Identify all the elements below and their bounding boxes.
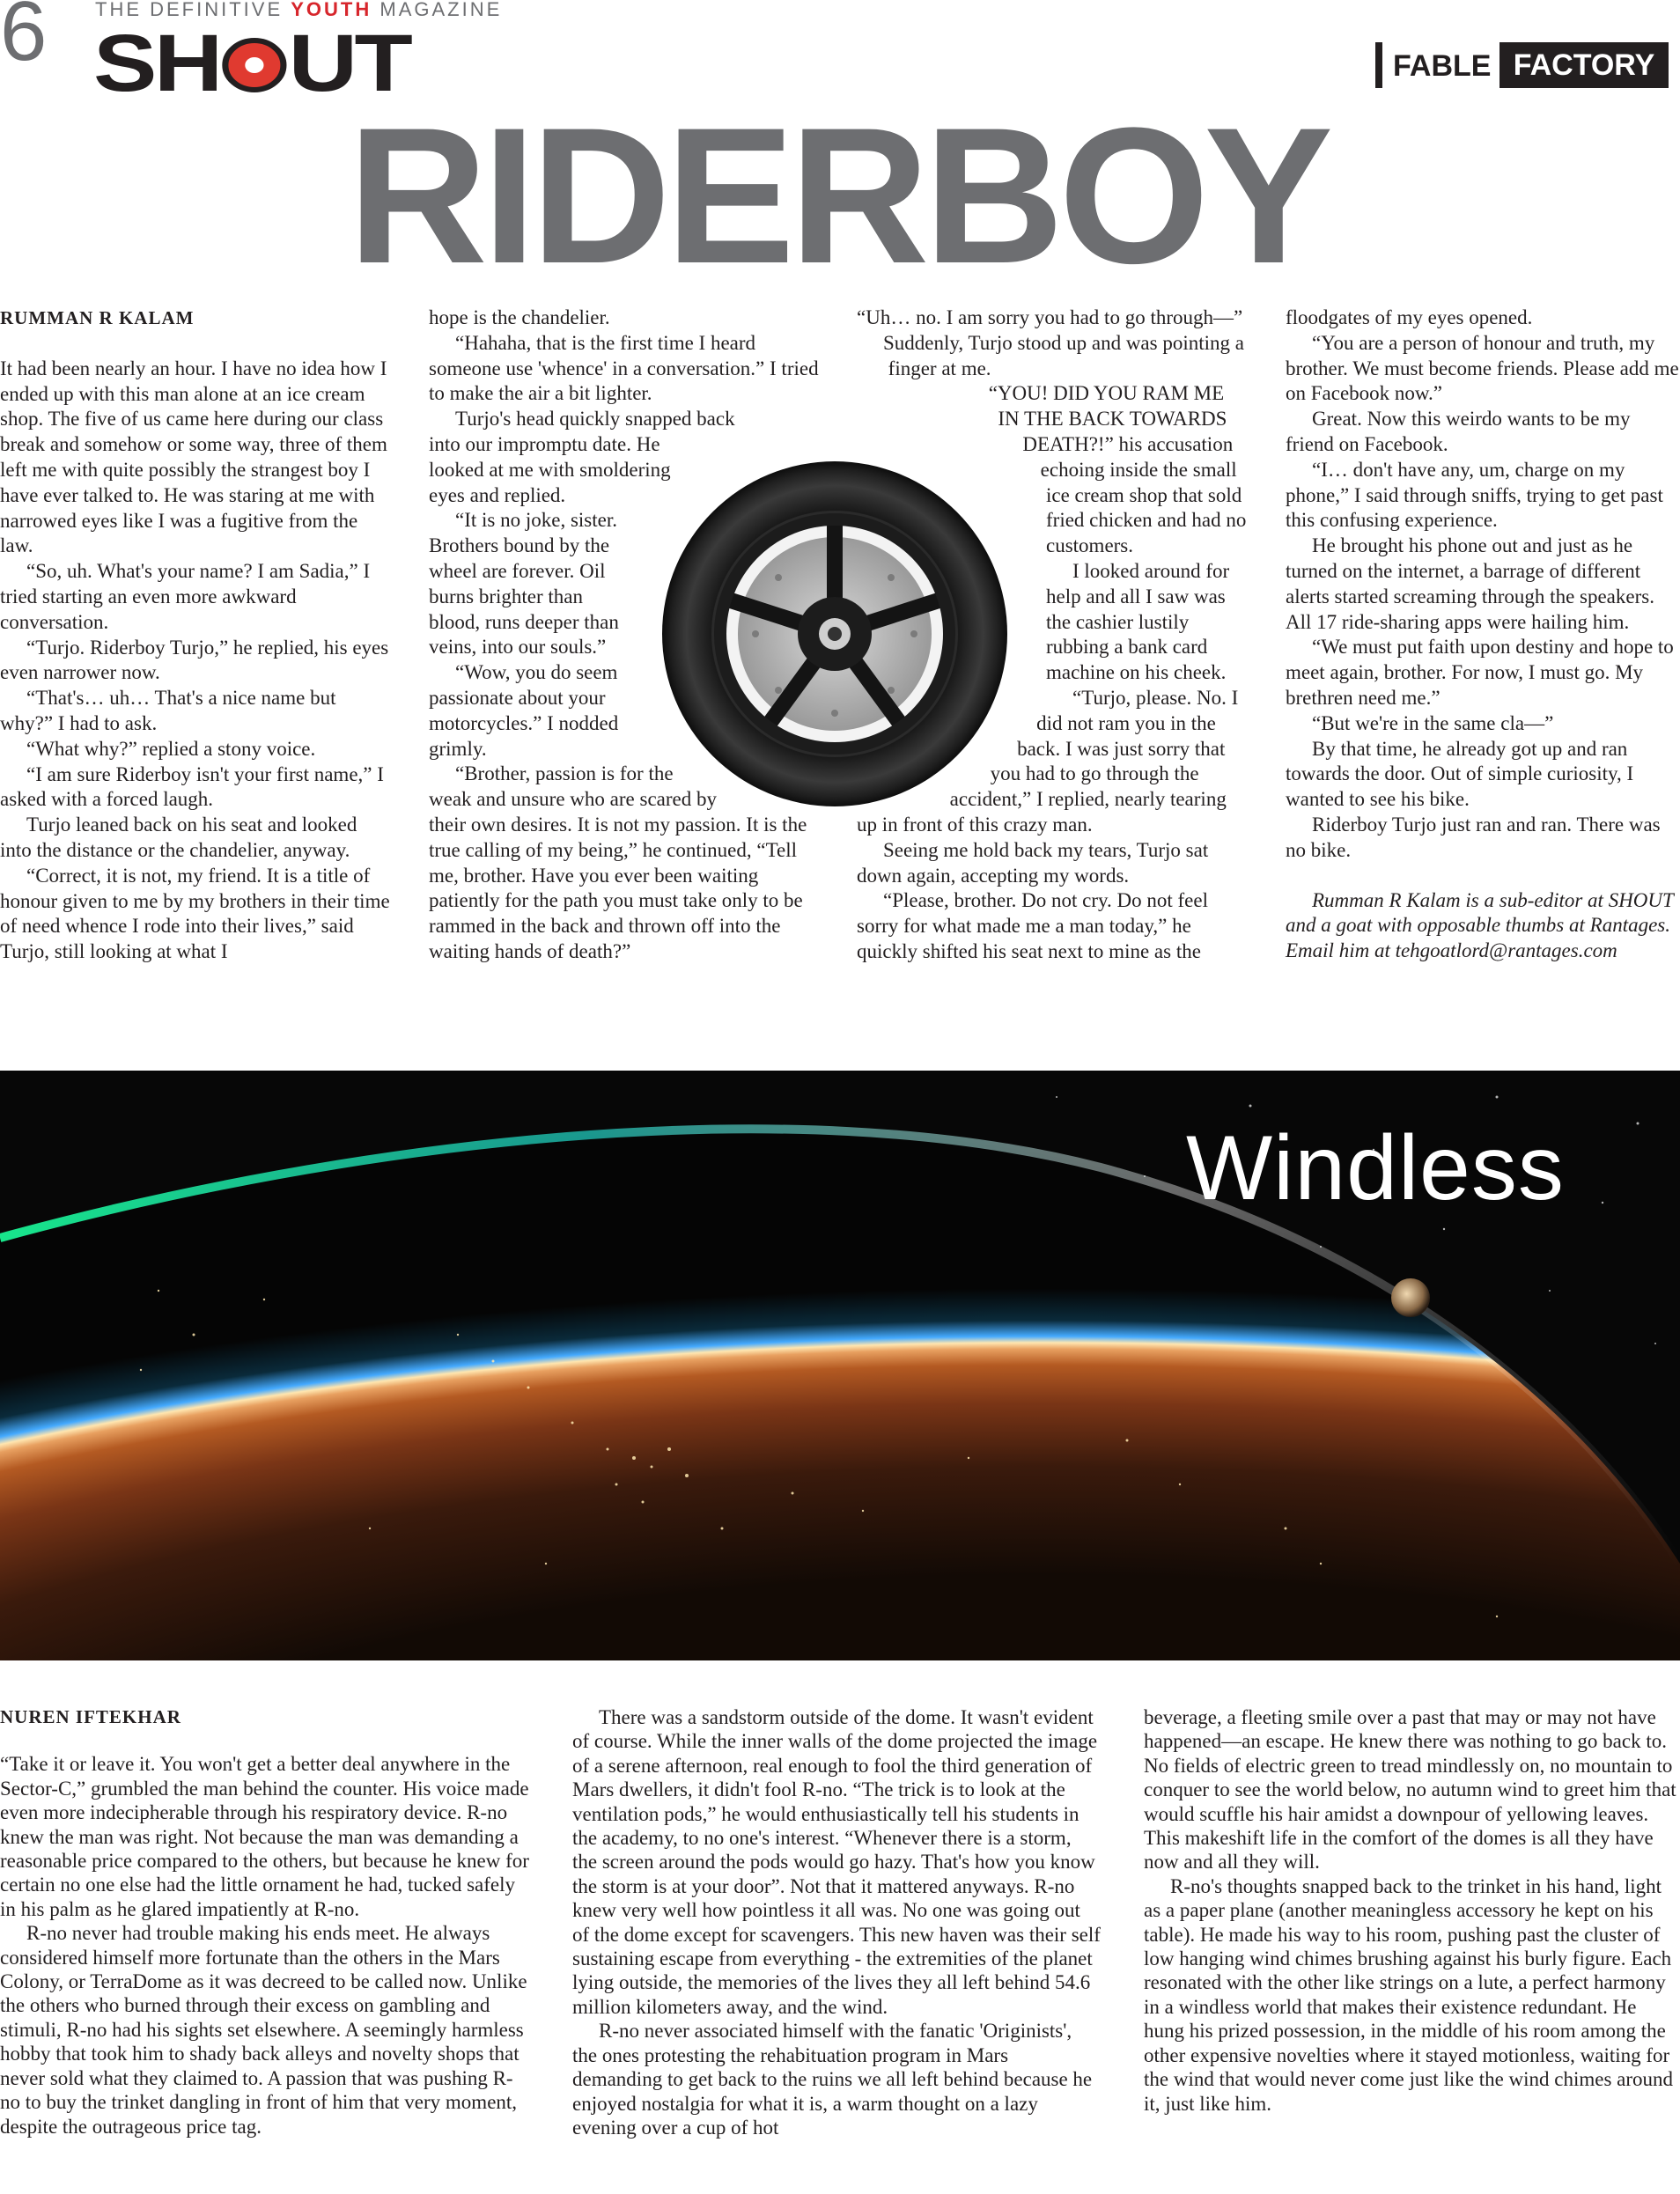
paragraph: I looked around for help and all I saw was the cashier lustily rubbing a bank card machine on his cheek.	[1046, 559, 1230, 684]
magazine-tagline	[95, 0, 502, 19]
logo-o-icon	[222, 38, 286, 92]
paragraph: hope is the chandelier.	[429, 306, 610, 328]
paragraph: “What why?” replied a stony voice.	[26, 737, 316, 760]
section-label-fable: FABLE	[1393, 49, 1492, 83]
paragraph: “YOU! DID YOU RAM ME IN THE BACK TOWARDS DEATH?!” his accusation echoing inside the small ice cream shop that sold fried chicken and had no customers.	[988, 382, 1247, 557]
windless-column-2	[572, 1705, 1101, 2139]
author-note: Rumman R Kalam is a sub-editor at SHOUT and a goat with opposable thumbs at Rantages. Email him at tehgoatlord@rantages.com	[1286, 888, 1674, 962]
paragraph: Suddenly, Turjo stood up and was pointing a finger at me.	[883, 331, 1244, 379]
wheel-icon	[659, 458, 1011, 810]
paragraph: R-no's thoughts snapped back to the trinket in his hand, light as a paper plane (another meaningless accessory he kept on his table). He made his way to his room, pushing past the cluster of low hanging wind chimes brushing against his burly figure. Each resonated with the other like strings on a lute, a perfect harmony in a windless world that makes their existence redundant. He hung his prized possession, in the middle of his room among the other expensive novelties where it stayed motionless, waiting for the wind that would never come just like the wind chimes around it, just like him.	[1144, 1874, 1674, 2115]
section-marker-bar	[1375, 42, 1382, 88]
paragraph: “We must put faith upon destiny and hope to meet again, brother. For now, I must go. My brethren need me.”	[1286, 636, 1674, 709]
paragraph: “Brother, passion is for the weak and unsure who are scared by their own desires. It is not my passion. It is the true calling of my being,” he continued, “Tell me, brother. Have you ever been waiting patiently for the path you must take only to be rammed in the back and thrown off into the waiting hands of death?”	[429, 762, 807, 962]
tagline-before: THE DEFINITIVE	[95, 0, 291, 20]
paragraph: “Uh… no. I am sorry you had to go through—”	[857, 306, 1243, 328]
riderboy-column-1	[0, 306, 390, 965]
paragraph: There was a sandstorm outside of the dome. It wasn't evident of course. While the inner walls of the dome projected the image of a serene afternoon, real enough to fool the third generation of Mars dwellers, it didn't fool R-no. “The trick is to look at the ventilation pods,” he would enthusiastically tell his students in the academy, to no one's interest. “Whenever there is a storm, the screen around the pods would go hazy. That's how you know the storm is at your door”. Not that it mattered anyways. R-no knew very well how pointless it all was. No one was going out of the dome except for scavengers. This new haven was their self sustaining escape from everything - the extremities of the planet lying outside, the memories of the lives they all left behind 54.6 million kilometers away, and the wind.	[572, 1706, 1101, 2018]
story-title-riderboy: RIDERBOY	[348, 87, 1329, 304]
paragraph: By that time, he already got up and ran towards the door. Out of simple curiosity, I wanted to see his bike.	[1286, 737, 1634, 811]
tagline-youth: YOUTH	[291, 0, 372, 20]
byline-rumman: RUMMAN R KALAM	[0, 307, 195, 328]
paragraph: Seeing me hold back my tears, Turjo sat down again, accepting my words.	[857, 838, 1209, 887]
paragraph: floodgates of my eyes opened.	[1286, 306, 1533, 328]
paragraph: R-no never had trouble making his ends meet. He always considered himself more fortunate than the others in the Mars Colony, or TerraDome as it was decreed to be called now. Unlike the others who burned through their excess on gambling and stimuli, R-no had his sights set elsewhere. A seemingly harmless hobby that took him to shady back alleys and novelty shops that never sold what they claimed to. A passion that was pushing R-no to buy the trinket dangling in front of him that very moment, despite the outrageous price tag.	[0, 1922, 527, 2138]
motorcycle-wheel-image	[659, 458, 1011, 810]
paragraph: “That's… uh… That's a nice name but why?” I had to ask.	[0, 687, 336, 734]
tagline-after: MAGAZINE	[372, 0, 503, 20]
windless-column-1	[0, 1705, 530, 2139]
paragraph: “Wow, you do seem passionate about your motorcycles.” I nodded grimly.	[429, 661, 619, 760]
paragraph: “I… don't have any, um, charge on my phone,” I said through sniffs, trying to get past this confusing experience.	[1286, 458, 1663, 532]
section-label-factory: FACTORY	[1499, 42, 1669, 88]
logo-left-text: SH	[93, 18, 220, 108]
paragraph: “It is no joke, sister. Brothers bound by the wheel are forever. Oil burns brighter than blood, runs deeper than veins, into our souls.”	[429, 509, 619, 659]
paragraph: “I am sure Riderboy isn't your first name,” I asked with a forced laugh.	[0, 762, 384, 811]
paragraph: “Turjo. Riderboy Turjo,” he replied, his eyes even narrower now.	[0, 636, 389, 684]
paragraph: “Take it or leave it. You won't get a better deal anywhere in the Sector-C,” grumbled the man behind the counter. His voice made even more indecipherable through his respiratory device. R-no knew the man was right. Not because the man was demanding a reasonable price compared to the others, but because he knew for certain no one else had the little ornament he had, tucked safely in his palm as he glared impatiently at R-no.	[0, 1753, 529, 1920]
logo-right-text: UT	[288, 18, 410, 108]
paragraph: He brought his phone out and just as he turned on the internet, a barrage of different alerts started screaming through the speakers. All 17 ride-sharing apps were hailing him.	[1286, 534, 1654, 633]
windless-column-3	[1144, 1705, 1680, 2116]
page-number: 6	[0, 0, 48, 78]
paragraph: “Hahaha, that is the first time I heard someone use 'whence' in a conversation.” I tried to make the air a bit lighter.	[429, 331, 819, 405]
paragraph: R-no never associated himself with the fanatic 'Originists', the ones protesting the rehabituation program in Mars demanding to get back to the ruins we all left behind because he enjoyed nostalgia for what it is, a warm thought on a lazy evening over a cup of hot	[572, 2020, 1093, 2139]
paragraph: Riderboy Turjo just ran and ran. There was no bike.	[1286, 813, 1661, 861]
paragraph: Great. Now this weirdo wants to be my friend on Facebook.	[1286, 408, 1631, 455]
paragraph: Turjo leaned back on his seat and looked into the distance or the chandelier, anyway.	[0, 814, 357, 861]
paragraph: “Correct, it is not, my friend. It is a title of honour given to me by my brothers in their time of need whence I rode into their lives,” said Turjo, still looking at what I	[0, 864, 390, 963]
paragraph: It had been nearly an hour. I have no idea how I ended up with this man alone at an ice cream shop. The five of us came here during our class break and somehow or some way, three of them left me with quite possibly the strangest boy I have ever talked to. He was staring at me with narrowed eyes like I was a fugitive from the law.	[0, 357, 387, 557]
story-title-windless: Windless	[1186, 1117, 1565, 1219]
paragraph: “But we're in the same cla—”	[1312, 711, 1554, 734]
byline-nuren: NUREN IFTEKHAR	[0, 1706, 181, 1727]
paragraph: “Turjo, please. No. I did not ram you in the back. I was just sorry that you had to go through the accident,” I replied, nearly tearing up in front of this crazy man.	[857, 686, 1239, 836]
paragraph: “You are a person of honour and truth, my brother. We must become friends. Please add me on Facebook now.”	[1286, 331, 1679, 405]
paragraph: Turjo's head quickly snapped back into our impromptu date. He looked at me with smoldering eyes and replied.	[429, 408, 735, 506]
paragraph: “Please, brother. Do not cry. Do not feel sorry for what made me a man today,” he quickly shifted his seat next to mine as the	[857, 889, 1208, 962]
paragraph: “So, uh. What's your name? I am Sadia,” I tried starting an even more awkward conversation.	[0, 560, 371, 633]
paragraph: beverage, a fleeting smile over a past that may or may not have happened—an escape. He knew there was nothing to go back to. No fields of electric green to tread mindlessly on, no mountain to conquer to see the world below, no autumn wind to greet him that would scuffle his hair amidst a downpour of yellowing leaves. This makeshift life in the comfort of the domes is all they have now and all they will.	[1144, 1706, 1676, 1874]
riderboy-column-4	[1286, 306, 1680, 964]
